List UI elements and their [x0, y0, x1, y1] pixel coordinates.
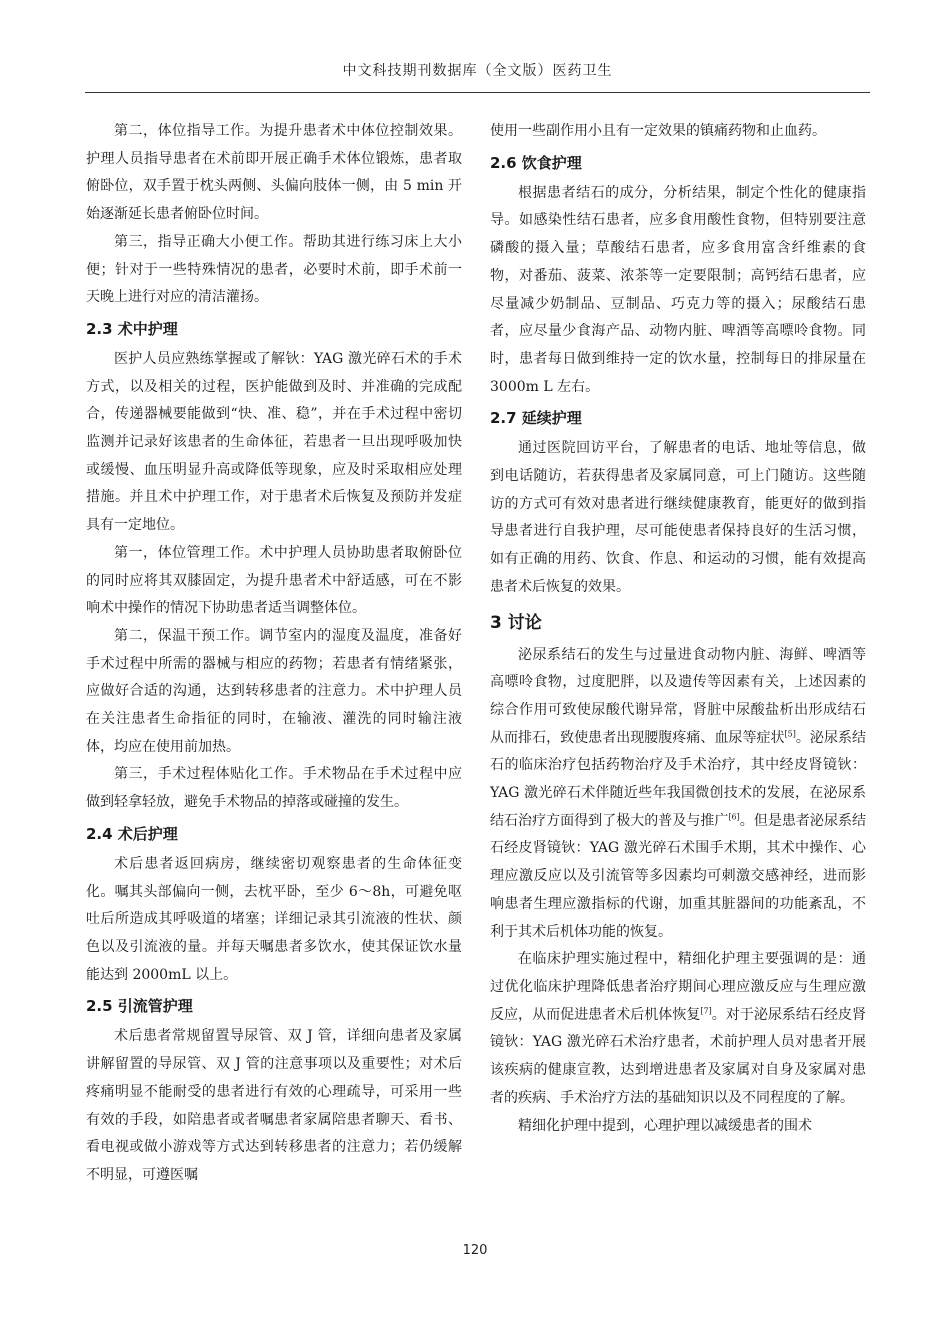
- paragraph: [490, 642, 866, 947]
- paragraph: 第二，体位指导工作。为提升患者术中体位控制效果。护理人员指导患者在术前即开展正确手术体位锻炼，患者取俯卧位，双手置于枕头两侧、头偏向肢体一侧，由 5 min 开始逐渐延长患者俯卧位时间。: [86, 123, 462, 223]
- citation-ref: [5]: [784, 729, 796, 738]
- paragraph: 根据患者结石的成分，分析结果，制定个性化的健康指导。如感染性结石患者，应多食用酸性食物，但特别要注意磷酸的摄入量；草酸结石患者，应多食用富含纤维素的食物，对番茄、菠菜、浓茶等一定要限制；高钙结石患者，应尽量减少奶制品、豆制品、巧克力等的摄入；尿酸结石患者，应尽量少食海产品、动物内脏、啤酒等高嘌呤食物。同时，患者每日做到维持一定的饮水量，控制每日的排尿量在 3000m L 左右。: [490, 184, 866, 395]
- section-heading-2-6: 2.6 饮食护理: [490, 153, 582, 172]
- paragraph: [490, 946, 866, 1112]
- section-heading-3: 3 讨论: [490, 612, 542, 633]
- page-number: 120: [462, 1243, 488, 1258]
- paragraph-text: 在临床护理实施过程中，精细化护理主要强调的是：通过优化临床护理降低患者治疗期间心理应激反应与生理应激反应，从而促进患者术后机体恢复: [490, 951, 866, 1023]
- paragraph: 医护人员应熟练掌握或了解钬：YAG 激光碎石术的手术方式，以及相关的过程，医护能做到及时、并准确的完成配合，传递器械要能做到“快、准、稳”，并在手术过程中密切监测并记录好该患者的生命体征，若患者一旦出现呼吸加快或缓慢、血压明显升高或降低等现象，应及时采取相应处理措施。并且术中护理工作，对于患者术后恢复及预防并发症具有一定地位。: [86, 350, 462, 534]
- paragraph: 第三，指导正确大小便工作。帮助其进行练习床上大小便；针对于一些特殊情况的患者，必要时术前，即手术前一天晚上进行对应的清洁灌扬。: [86, 233, 462, 306]
- citation-ref: [7]: [700, 1006, 712, 1016]
- left-column: [86, 118, 462, 1190]
- paragraph-text: 。但是患者泌尿系结石经皮肾镜钬：YAG 激光碎石术围手术期，其术中操作、心理应激反应以及引流管等多因素均可刺激交感神经，进而影响患者生理应激指标的代谢，加重其脏器间的功能紊乱，不利于其术后机体功能的恢复。: [490, 812, 867, 940]
- paragraph-text: 泌尿系结石的发生与过量进食动物内脏、海鲜、啤酒等高嘌呤食物，过度肥胖，以及遗传等因素有关，上述因素的综合作用可致使尿酸代谢异常，肾脏中尿酸盐析出形成结石从而排石，致使患者出现腰腹疼痛、血尿等症状: [490, 646, 866, 746]
- paragraph-text: 。泌尿系结石的临床治疗包括药物治疗及手术治疗，其中经皮肾镜钬：YAG 激光碎石术伴随近些年我国微创技术的发展，在泌尿系结石治疗方面得到了极大的普及与推广: [490, 729, 867, 829]
- paragraph: 第一，体位管理工作。术中护理人员协助患者取俯卧位的同时应将其双膝固定，为提升患者术中舒适感，可在不影响术中操作的情况下协助患者适当调整体位。: [86, 544, 462, 617]
- header-divider: [85, 92, 870, 93]
- section-heading-2-7: 2.7 延续护理: [490, 409, 582, 428]
- paragraph: 第三，手术过程体贴化工作。手术物品在手术过程中应做到轻拿轻放，避免手术物品的掉落或碰撞的发生。: [86, 766, 462, 811]
- paragraph-text: 。对于泌尿系结石经皮肾镜钬：YAG 激光碎石术治疗患者，术前护理人员对患者开展该疾病的健康宣教，达到增进患者及家属对自身及家属对患者的疾病、手术治疗方法的基础知识以及不同程度的了解。: [490, 1006, 867, 1106]
- paragraph: 精细化护理中提到，心理护理以减缓患者的围术: [518, 1117, 812, 1134]
- paragraph-continued: 使用一些副作用小且有一定效果的镇痛药物和止血药。: [490, 123, 826, 139]
- section-heading-2-5: 2.5 引流管护理: [86, 997, 193, 1016]
- paragraph: 术后患者返回病房，继续密切观察患者的生命体征变化。嘱其头部偏向一侧，去枕平卧，至少 6～8h，可避免呕吐后所造成其呼吸道的堵塞；详细记录其引流液的性状、颜色以及引流液的量。并每天嘱患者多饮水，使其保证饮水量能达到 2000mL 以上。: [86, 855, 462, 983]
- section-heading-2-3: 2.3 术中护理: [86, 319, 178, 338]
- section-heading-2-4: 2.4 术后护理: [86, 824, 178, 843]
- journal-header: 中文科技期刊数据库（全文版）医药卫生: [342, 63, 613, 79]
- paragraph: 通过医院回访平台，了解患者的电话、地址等信息，做到电话随访，若获得患者及家属同意，可上门随访。这些随访的方式可有效对患者进行继续健康教育，能更好的做到指导患者进行自我护理，尽可能使患者保持良好的生活习惯，如有正确的用药、饮食、作息、和运动的习惯，能有效提高患者术后恢复的效果。: [490, 440, 866, 595]
- right-column: [490, 118, 866, 1140]
- citation-ref: [6]: [728, 812, 740, 822]
- paragraph: 第二，保温干预工作。调节室内的湿度及温度，准备好手术过程中所需的器械与相应的药物；若患者有情绪紧张，应做好合适的沟通，达到转移患者的注意力。术中护理人员在关注患者生命指征的同时，在输液、灌洗的同时输注液体，均应在使用前加热。: [86, 627, 462, 755]
- paragraph: 术后患者常规留置导尿管、双 J 管，详细向患者及家属讲解留置的导尿管、双 J 管的注意事项以及重要性；对术后疼痛明显不能耐受的患者进行有效的心理疏导，可采用一些有效的手段，如陪患者或者嘱患者家属陪患者聊天、看书、看电视或做小游戏等方式达到转移患者的注意力；若仍缓解不明显，可遵医嘱: [86, 1028, 462, 1183]
